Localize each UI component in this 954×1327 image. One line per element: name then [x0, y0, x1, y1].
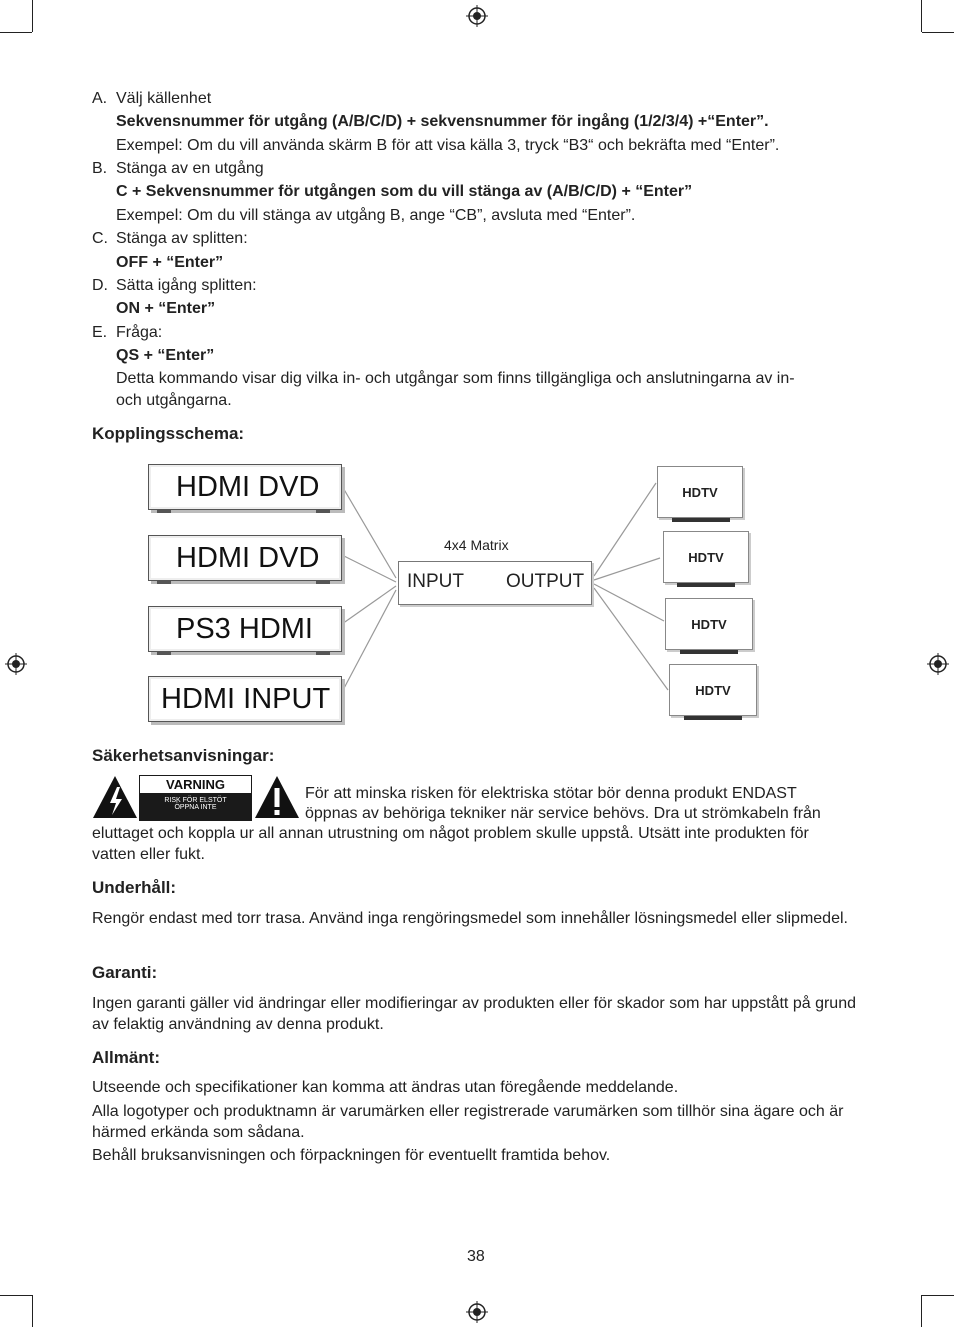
hdtv-stand: [684, 716, 742, 720]
maintenance-text: Rengör endast med torr trasa. Använd inga rengöringsmedel som innehåller lösningsmedel eller slipmedel.: [92, 910, 848, 927]
hdtv-label: HDTV: [688, 549, 724, 565]
list-item-note: Detta kommando visar dig vilka in- och utgångar som finns tillgängliga och anslutningarna av in-: [116, 370, 795, 387]
warning-text: ÖPPNA INTE: [174, 804, 217, 811]
list-letter: D.: [92, 277, 108, 294]
hdtv-label: HDTV: [691, 616, 727, 632]
diagram-heading: Kopplingsschema:: [92, 424, 245, 443]
list-item-command: ON + “Enter”: [116, 300, 216, 317]
list-letter: E.: [92, 324, 108, 341]
hdtv-label: HDTV: [682, 484, 718, 500]
source-device: [148, 676, 342, 722]
safety-text: eluttaget och koppla ur all annan utrustning om något problem skulle uppstå. Utsätt inte produkten för: [92, 825, 809, 842]
warning-title: VARNING: [140, 776, 251, 793]
general-text: Utseende och specifikationer kan komma att ändras utan föregående meddelande.: [92, 1079, 679, 1096]
device-foot: [316, 510, 330, 513]
hdtv-label: HDTV: [695, 682, 731, 698]
general-text: Alla logotyper och produktnamn är varumärken eller registrerade varumärken som tillhör sina ägare och är härmed erkända som sådana.: [92, 1103, 844, 1141]
safety-text: öppnas av behöriga tekniker när service behövs. Dra ut strömkabeln från: [305, 805, 821, 822]
source-device-label: HDMI DVD: [176, 470, 320, 503]
source-device-label: HDMI INPUT: [161, 682, 331, 715]
list-item-command: QS + “Enter”: [116, 347, 215, 364]
matrix-label: 4x4 Matrix: [444, 537, 509, 553]
hdtv-stand: [677, 583, 735, 587]
warranty-heading: Garanti:: [92, 963, 158, 982]
page-number: 38: [467, 1248, 485, 1265]
source-device: [148, 606, 342, 652]
hdtv-display: [665, 598, 753, 650]
list-item-title: Stänga av splitten:: [116, 230, 248, 247]
list-item-title: Stänga av en utgång: [116, 160, 264, 177]
list-letter: C.: [92, 230, 108, 247]
warning-label: [139, 775, 252, 821]
list-item-title: Fråga:: [116, 324, 163, 341]
hdtv-display: [663, 531, 749, 583]
matrix-input-label: INPUT: [407, 571, 464, 592]
exclamation-warning-icon: [254, 775, 300, 819]
warning-text: RISK FÖR ELSTÖT: [164, 797, 227, 804]
safety-heading: Säkerhetsanvisningar:: [92, 746, 275, 765]
source-device-label: HDMI DVD: [176, 541, 320, 574]
list-item-note: Exempel: Om du vill använda skärm B för att visa källa 3, tryck “B3“ och bekräfta med “Enter”.: [116, 137, 780, 154]
hdtv-stand: [680, 650, 738, 654]
list-item-note: och utgångarna.: [116, 392, 232, 409]
hdtv-display: [657, 466, 743, 518]
list-item-title: Sätta igång splitten:: [116, 277, 257, 294]
lightning-warning-icon: [92, 775, 138, 819]
matrix-output-label: OUTPUT: [506, 571, 585, 592]
list-item-note: Exempel: Om du vill stänga av utgång B, ange “CB”, avsluta med “Enter”.: [116, 207, 636, 224]
device-foot: [316, 652, 330, 655]
list-item-command: Sekvensnummer för utgång (A/B/C/D) + sekvensnummer för ingång (1/2/3/4) +“Enter”.: [116, 113, 769, 130]
maintenance-heading: Underhåll:: [92, 878, 177, 897]
hdtv-display: [669, 664, 757, 716]
device-foot: [316, 581, 330, 584]
safety-text: vatten eller fukt.: [92, 846, 205, 863]
general-text: Behåll bruksanvisningen och förpackningen för eventuellt framtida behov.: [92, 1147, 611, 1164]
list-item-title: Välj källenhet: [116, 90, 212, 107]
list-item-command: C + Sekvensnummer för utgången som du vill stänga av (A/B/C/D) + “Enter”: [116, 183, 693, 200]
general-heading: Allmänt:: [92, 1048, 160, 1067]
source-device-label: PS3 HDMI: [176, 612, 313, 645]
matrix-device: [398, 561, 592, 605]
safety-text: För att minska risken för elektriska stötar bör denna produkt ENDAST: [305, 785, 797, 802]
source-device: [148, 464, 342, 510]
list-letter: A.: [92, 90, 108, 107]
device-foot: [157, 581, 171, 584]
source-device: [148, 535, 342, 581]
device-foot: [157, 510, 171, 513]
warranty-text: Ingen garanti gäller vid ändringar eller modifieringar av produkten eller för skador som har uppstått på grund av felaktig användning av denna produkt.: [92, 995, 856, 1033]
list-letter: B.: [92, 160, 108, 177]
hdtv-stand: [672, 518, 730, 522]
list-item-command: OFF + “Enter”: [116, 254, 224, 271]
device-foot: [157, 652, 171, 655]
